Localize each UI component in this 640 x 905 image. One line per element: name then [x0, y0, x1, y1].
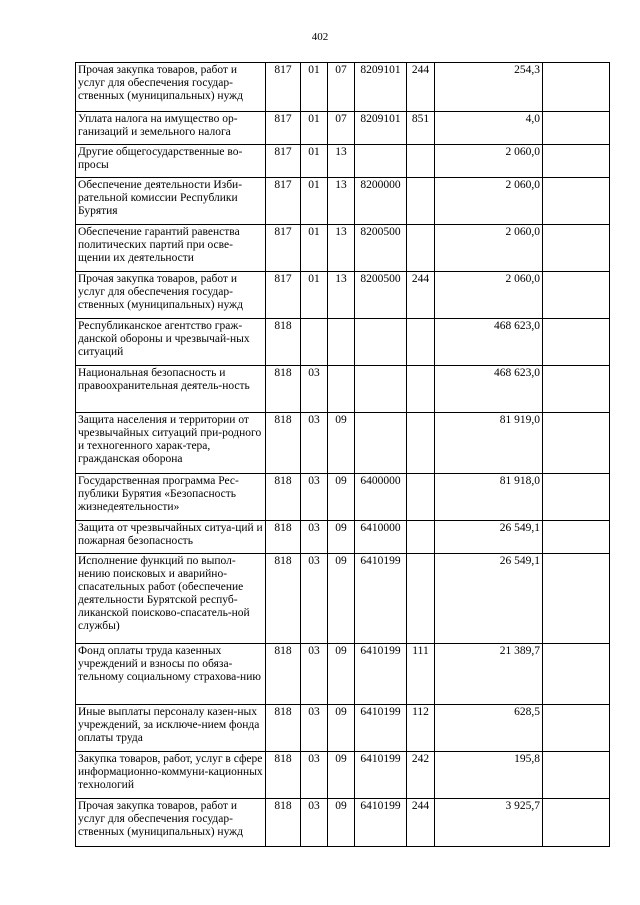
table-row: [76, 63, 610, 112]
row-csr-code: 8209101: [355, 112, 407, 145]
row-pr-code: 09: [328, 521, 355, 554]
table-row: [76, 705, 610, 752]
table-row: [76, 413, 610, 474]
row-amount: 21 389,7: [435, 644, 543, 705]
row-amount: 195,8: [435, 752, 543, 799]
row-pr-code: [328, 319, 355, 366]
row-rz-code: 01: [301, 145, 328, 178]
page-number: 402: [311, 31, 329, 43]
row-csr-code: 6410199: [355, 752, 407, 799]
row-name: Обеспечение деятельности Изби-рательной комиссии Республики Бурятия: [76, 178, 266, 225]
row-rz-code: 03: [301, 705, 328, 752]
row-amount: 2 060,0: [435, 225, 543, 272]
row-name: Исполнение функций по выпол-нению поисковых и аварийно-спасательных работ (обеспечение деятельности Бурятской респуб-ликанской поисково-спасатель-ной службы): [76, 554, 266, 644]
row-gr-code: 818: [266, 413, 301, 474]
row-vr-code: [407, 474, 435, 521]
row-rz-code: [301, 319, 328, 366]
row-gr-code: 818: [266, 521, 301, 554]
row-csr-code: [355, 319, 407, 366]
row-extra: [543, 272, 610, 319]
row-pr-code: 09: [328, 752, 355, 799]
row-csr-code: [355, 366, 407, 413]
row-csr-code: 8200000: [355, 178, 407, 225]
table-row: [76, 112, 610, 145]
row-extra: [543, 225, 610, 272]
row-name: Государственная программа Рес-публики Бурятия «Безопасность жизнедеятельности»: [76, 474, 266, 521]
row-vr-code: [407, 145, 435, 178]
row-amount: 2 060,0: [435, 145, 543, 178]
row-extra: [543, 178, 610, 225]
row-extra: [543, 474, 610, 521]
table-row: [76, 644, 610, 705]
row-name: Республиканское агентство граж-данской обороны и чрезвычай-ных ситуаций: [76, 319, 266, 366]
row-gr-code: 817: [266, 272, 301, 319]
row-amount: 81 919,0: [435, 413, 543, 474]
row-rz-code: 03: [301, 554, 328, 644]
row-extra: [543, 319, 610, 366]
table-row: [76, 521, 610, 554]
row-csr-code: 6410199: [355, 705, 407, 752]
row-name: Иные выплаты персоналу казен-ных учреждений, за исключе-нием фонда оплаты труда: [76, 705, 266, 752]
row-rz-code: 03: [301, 474, 328, 521]
row-vr-code: 244: [407, 799, 435, 847]
row-name: Другие общегосударственные во-просы: [76, 145, 266, 178]
row-extra: [543, 705, 610, 752]
row-vr-code: [407, 178, 435, 225]
row-rz-code: 03: [301, 644, 328, 705]
row-amount: 4,0: [435, 112, 543, 145]
row-vr-code: 244: [407, 63, 435, 112]
row-pr-code: 07: [328, 112, 355, 145]
row-pr-code: 09: [328, 554, 355, 644]
row-extra: [543, 554, 610, 644]
row-rz-code: 03: [301, 366, 328, 413]
row-amount: 3 925,7: [435, 799, 543, 847]
row-vr-code: [407, 554, 435, 644]
row-gr-code: 818: [266, 474, 301, 521]
row-amount: 468 623,0: [435, 366, 543, 413]
row-name: Национальная безопасность и правоохранительная деятель-ность: [76, 366, 266, 413]
table-row: [76, 366, 610, 413]
table-row: [76, 272, 610, 319]
row-csr-code: 6410199: [355, 644, 407, 705]
row-csr-code: 6400000: [355, 474, 407, 521]
row-rz-code: 01: [301, 178, 328, 225]
row-extra: [543, 799, 610, 847]
row-extra: [543, 644, 610, 705]
table-row: [76, 799, 610, 847]
row-gr-code: 817: [266, 63, 301, 112]
row-vr-code: [407, 521, 435, 554]
row-extra: [543, 521, 610, 554]
row-gr-code: 817: [266, 145, 301, 178]
row-gr-code: 818: [266, 366, 301, 413]
row-vr-code: 851: [407, 112, 435, 145]
row-vr-code: 111: [407, 644, 435, 705]
row-gr-code: 818: [266, 554, 301, 644]
table-row: [76, 554, 610, 644]
row-pr-code: 09: [328, 474, 355, 521]
row-pr-code: [328, 366, 355, 413]
row-csr-code: 8209101: [355, 63, 407, 112]
row-amount: 254,3: [435, 63, 543, 112]
row-pr-code: 13: [328, 225, 355, 272]
row-vr-code: [407, 413, 435, 474]
row-extra: [543, 63, 610, 112]
row-amount: 26 549,1: [435, 554, 543, 644]
row-gr-code: 818: [266, 752, 301, 799]
row-extra: [543, 145, 610, 178]
row-gr-code: 818: [266, 319, 301, 366]
row-extra: [543, 112, 610, 145]
table-row: [76, 752, 610, 799]
row-gr-code: 818: [266, 705, 301, 752]
row-gr-code: 818: [266, 799, 301, 847]
row-pr-code: 07: [328, 63, 355, 112]
row-vr-code: 244: [407, 272, 435, 319]
row-csr-code: 8200500: [355, 272, 407, 319]
row-amount: 26 549,1: [435, 521, 543, 554]
row-name: Прочая закупка товаров, работ и услуг для обеспечения государ-ственных (муниципальных) нужд: [76, 272, 266, 319]
row-name: Прочая закупка товаров, работ и услуг для обеспечения государ-ственных (муниципальных) нужд: [76, 799, 266, 847]
row-rz-code: 03: [301, 799, 328, 847]
row-rz-code: 03: [301, 752, 328, 799]
row-rz-code: 01: [301, 272, 328, 319]
row-gr-code: 817: [266, 112, 301, 145]
row-rz-code: 03: [301, 413, 328, 474]
row-vr-code: 242: [407, 752, 435, 799]
table-row: [76, 225, 610, 272]
table-row: [76, 178, 610, 225]
row-vr-code: [407, 319, 435, 366]
row-pr-code: 09: [328, 644, 355, 705]
row-gr-code: 817: [266, 225, 301, 272]
row-name: Уплата налога на имущество ор-ганизаций и земельного налога: [76, 112, 266, 145]
row-pr-code: 13: [328, 272, 355, 319]
row-vr-code: [407, 366, 435, 413]
row-pr-code: 13: [328, 178, 355, 225]
row-amount: 2 060,0: [435, 272, 543, 319]
row-gr-code: 818: [266, 644, 301, 705]
row-rz-code: 01: [301, 112, 328, 145]
row-pr-code: 09: [328, 799, 355, 847]
row-csr-code: [355, 413, 407, 474]
row-name: Защита от чрезвычайных ситуа-ций и пожарная безопасность: [76, 521, 266, 554]
table-row: [76, 474, 610, 521]
row-name: Закупка товаров, работ, услуг в сфере информационно-коммуни-кационных технологий: [76, 752, 266, 799]
table-row: [76, 145, 610, 178]
row-extra: [543, 752, 610, 799]
row-name: Прочая закупка товаров, работ и услуг для обеспечения государ-ственных (муниципальных) нужд: [76, 63, 266, 112]
row-extra: [543, 366, 610, 413]
row-amount: 468 623,0: [435, 319, 543, 366]
row-pr-code: 09: [328, 413, 355, 474]
row-name: Фонд оплаты труда казенных учреждений и взносы по обяза-тельному социальному страхова-нию: [76, 644, 266, 705]
row-vr-code: [407, 225, 435, 272]
row-amount: 628,5: [435, 705, 543, 752]
row-extra: [543, 413, 610, 474]
row-csr-code: 6410000: [355, 521, 407, 554]
row-rz-code: 03: [301, 521, 328, 554]
row-pr-code: 09: [328, 705, 355, 752]
row-name: Защита населения и территории от чрезвычайных ситуаций при-родного и техногенного харак-тера, гражданская оборона: [76, 413, 266, 474]
row-vr-code: 112: [407, 705, 435, 752]
row-csr-code: 6410199: [355, 799, 407, 847]
budget-table: [75, 62, 610, 847]
row-csr-code: 6410199: [355, 554, 407, 644]
table-row: [76, 319, 610, 366]
row-pr-code: 13: [328, 145, 355, 178]
row-csr-code: [355, 145, 407, 178]
row-csr-code: 8200500: [355, 225, 407, 272]
row-rz-code: 01: [301, 63, 328, 112]
row-name: Обеспечение гарантий равенства политических партий при осве-щении их деятельности: [76, 225, 266, 272]
row-gr-code: 817: [266, 178, 301, 225]
row-rz-code: 01: [301, 225, 328, 272]
row-amount: 81 918,0: [435, 474, 543, 521]
row-amount: 2 060,0: [435, 178, 543, 225]
